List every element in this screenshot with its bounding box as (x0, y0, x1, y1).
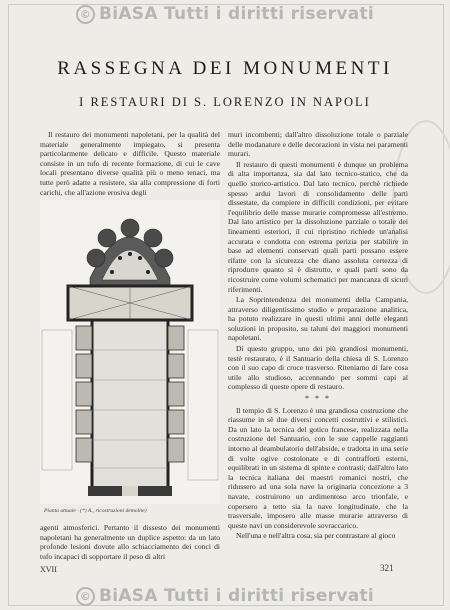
copyright-icon: © (76, 587, 95, 606)
section-title: RASSEGNA DEI MONUMENTI (57, 58, 393, 79)
watermark-bottom (0, 586, 450, 606)
column-left-bottom (40, 523, 220, 561)
article-title: I RESTAURI DI S. LORENZO IN NAPOLI (79, 95, 371, 109)
figure-caption: Pianta attuale · (*) A., ricostruzioni demolite) (44, 508, 147, 514)
column-left-top (40, 130, 220, 197)
watermark-text: BiASA Tutti i diritti riservati (98, 4, 375, 24)
signature-mark: XVII (40, 565, 57, 574)
paragraph: Di questo gruppo, uno dei più grandiosi monumenti, testè restaurato, è il Santuario della chiesa di S. Lorenzo con il suo capo di croce trasverso. Riteniamo di fare cosa utile allo studioso, accennando per sommi capi al complesso di queste opere di restauro. (228, 344, 408, 392)
copyright-icon: © (76, 5, 95, 24)
watermark-text: BiASA Tutti i diritti riservati (98, 586, 375, 606)
paragraph: Il restauro di questi monumenti è dunque un problema di alta importanza, sia dal lato tecnico-statico, che da quello storico-artistico. Dal lato tecnico, perchè richiede spesso ardui lavori di consolidamento delle parti dissestate, da compiere in difficili condizioni, per evitare l'equilibrio delle masse murarie compromesse all'estremo. Dal lato artistico per la dissoluzione parziale o totale dei lineamenti esteriori, il cui ripristino richiede un'analisi accurata e condotta con estrema perizia per stabilire in base ad elementi conservati quali parti possano essere rifatte con la sicurezza che diano assoluta certezza di riprodurre quanto si è distrutto, e quali parti sono da ricostruire come volumi schematici per mancanza di sicuri riferimenti. (228, 159, 408, 294)
paragraph: muri incombenti; dall'altro dissoluzione totale o parziale delle modanature e delle decorazioni in vista nei paramenti murari. (228, 130, 408, 159)
paragraph: agenti atmosferici. Pertanto il dissesto dei monumenti napoletani ha generalmente un duplice aspetto: da un lato profonde lesioni dovute allo schiacciamento dei conci di tufo incapaci di sopportare il peso di altri (40, 523, 220, 561)
church-floor-plan-icon (40, 200, 220, 504)
watermark-top (0, 4, 450, 24)
paragraph: La Soprintendenza dei monumenti della Campania, attraverso diligentissimo studio e preparazione analitica, ha potuto realizzare in questi ultimi anni delle eleganti soluzioni in proposito, su taluni dei maggiori monumenti napoletani. (228, 295, 408, 343)
column-right (228, 130, 408, 541)
paragraph: Nell'una e nell'altra cosa, sia per contrastare al gioco (236, 531, 396, 541)
section-divider: * * * (305, 394, 331, 404)
page-number: 321 (380, 563, 394, 573)
floor-plan-figure (40, 200, 220, 504)
paragraph: Il tempio di S. Lorenzo è una grandiosa costruzione che riassume in sè due diversi concetti costruttivi e stilistici. Da un lato la tecnica del gotico francese, realizzata nella costruzione del Santuario, con le sue cappelle raggianti intorno al deambulatorio dell'abside, e tradotta in una serie di volte ogive costolonate e di contrafforti esterni, equilibrati in un sistema di spinte e contrasti; dall'altro lato la tecnica italiana dei maestri romanici nostri, che ridussero ad una sola nave la originaria concezione a 3 navate, costruirono un ardimentoso arco trionfale, e copersero a tetto sia la nave longitudinale, che la trasversale, imposero alle masse murarie attraverso di queste navi un considerevole sovraccarico. (228, 405, 408, 530)
paragraph: Il restauro dei monumenti napoletani, per la qualità del materiale generalmente impiegato, si presenta particolarmente delicato e difficile. Questo materiale consiste in un tufo di recente formazione, di cui le cave locali presentano diverse qualità più o meno tenaci, ma tutte però adatte a resistere, sia alla compressione di forti carichi, che all'azione erosiva degli (40, 130, 220, 197)
